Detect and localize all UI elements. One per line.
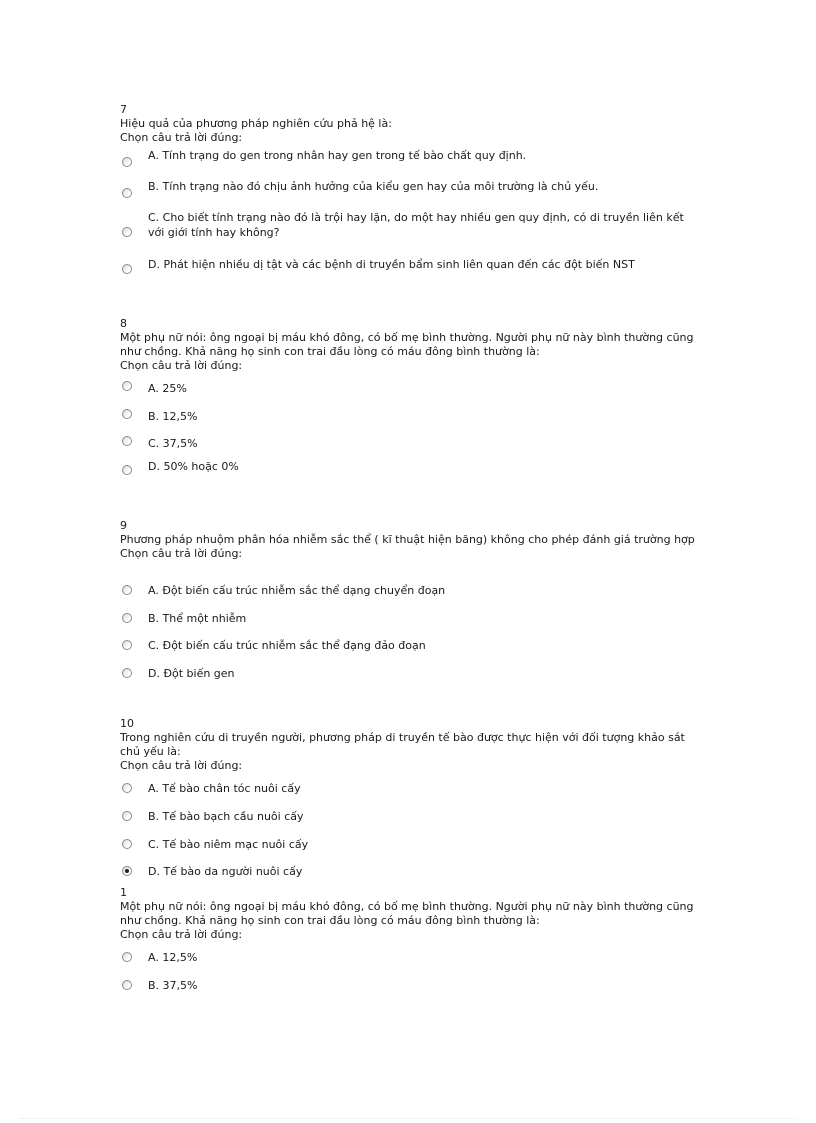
- page-divider: [20, 1118, 796, 1119]
- answer-prompt: Chọn câu trả lời đúng:: [120, 928, 243, 941]
- question-text: Một phụ nữ nói: ông ngoại bị máu khó đông, có bố mẹ bình thường. Người phụ nữ này bình thường cũng như chồng. Khả năng họ sinh con trai đầu lòng có máu đông bình thường là:: [120, 900, 694, 927]
- question-9: [120, 519, 700, 680]
- question-1: [120, 886, 700, 992]
- question-number: 1: [120, 886, 127, 899]
- answer-prompt: Chọn câu trả lời đúng:: [120, 759, 243, 772]
- option-label: D. Đột biến gen: [148, 667, 235, 680]
- option-label: A. 25%: [148, 382, 187, 395]
- question-text: Phương pháp nhuộm phân hóa nhiễm sắc thể ( kĩ thuật hiện băng) không cho phép đánh giá trường hợp: [120, 533, 695, 546]
- radio-button[interactable]: [122, 188, 132, 198]
- option-label: A. 12,5%: [148, 951, 198, 964]
- option-label: D. Tế bào da người nuôi cấy: [148, 865, 303, 878]
- question-8: [120, 317, 700, 473]
- radio-button[interactable]: [122, 465, 132, 475]
- option-label: A. Đột biến cấu trúc nhiễm sắc thể dạng chuyển đoạn: [148, 584, 446, 597]
- option-label: C. Cho biết tính trạng nào đó là trội hay lặn, do một hay nhiều gen quy định, có di truyền liên kết với giới tính hay không?: [148, 211, 684, 239]
- radio-button[interactable]: [122, 613, 132, 623]
- question-number: 7: [120, 103, 127, 116]
- question-number: 10: [120, 717, 134, 730]
- question-text: Hiệu quả của phương pháp nghiên cứu phả hệ là:: [120, 117, 392, 130]
- radio-button[interactable]: [122, 585, 132, 595]
- option-label: D. Phát hiện nhiều dị tật và các bệnh di truyền bẩm sinh liên quan đến các đột biến NST: [148, 258, 635, 271]
- radio-button[interactable]: [122, 668, 132, 678]
- radio-button[interactable]: [122, 811, 132, 821]
- question-number: 9: [120, 519, 127, 532]
- radio-button[interactable]: [122, 640, 132, 650]
- option-label: B. 12,5%: [148, 410, 198, 423]
- question-text: Trong nghiên cứu di truyền người, phương pháp di truyền tế bào được thực hiện với đối tượng khảo sát chủ yếu là:: [120, 731, 685, 758]
- option-label: B. Tính trạng nào đó chịu ảnh hưởng của kiểu gen hay của môi trường là chủ yếu.: [148, 180, 599, 193]
- radio-button[interactable]: [122, 264, 132, 274]
- radio-button[interactable]: [122, 381, 132, 391]
- radio-button[interactable]: [122, 227, 132, 237]
- option-label: B. Thể một nhiễm: [148, 612, 247, 625]
- option-label: A. Tính trạng do gen trong nhân hay gen trong tế bào chất quy định.: [148, 149, 527, 162]
- question-10: [120, 717, 700, 878]
- option-label: B. Tế bào bạch cầu nuôi cấy: [148, 810, 304, 823]
- option-label: C. Đột biến cấu trúc nhiễm sắc thể đạng đảo đoạn: [148, 639, 426, 652]
- option-label: B. 37,5%: [148, 979, 198, 992]
- option-label: A. Tế bào chân tóc nuôi cấy: [148, 782, 301, 795]
- question-7: [120, 103, 700, 271]
- radio-button[interactable]: [122, 839, 132, 849]
- question-number: 8: [120, 317, 127, 330]
- option-label: C. Tế bào niêm mạc nuôi cấy: [148, 838, 309, 851]
- radio-button-selected[interactable]: [122, 866, 132, 876]
- answer-prompt: Chọn câu trả lời đúng:: [120, 131, 243, 144]
- question-text: Một phụ nữ nói: ông ngoại bị máu khó đông, có bố mẹ bình thường. Người phụ nữ này bình thường cũng như chồng. Khả năng họ sinh con trai đầu lòng có máu đông bình thường là:: [120, 331, 694, 358]
- answer-prompt: Chọn câu trả lời đúng:: [120, 547, 243, 560]
- radio-button[interactable]: [122, 952, 132, 962]
- option-label: C. 37,5%: [148, 437, 198, 450]
- radio-button[interactable]: [122, 409, 132, 419]
- answer-prompt: Chọn câu trả lời đúng:: [120, 359, 243, 372]
- option-label: D. 50% hoặc 0%: [148, 460, 239, 473]
- radio-button[interactable]: [122, 436, 132, 446]
- radio-button[interactable]: [122, 980, 132, 990]
- radio-button[interactable]: [122, 783, 132, 793]
- radio-button[interactable]: [122, 157, 132, 167]
